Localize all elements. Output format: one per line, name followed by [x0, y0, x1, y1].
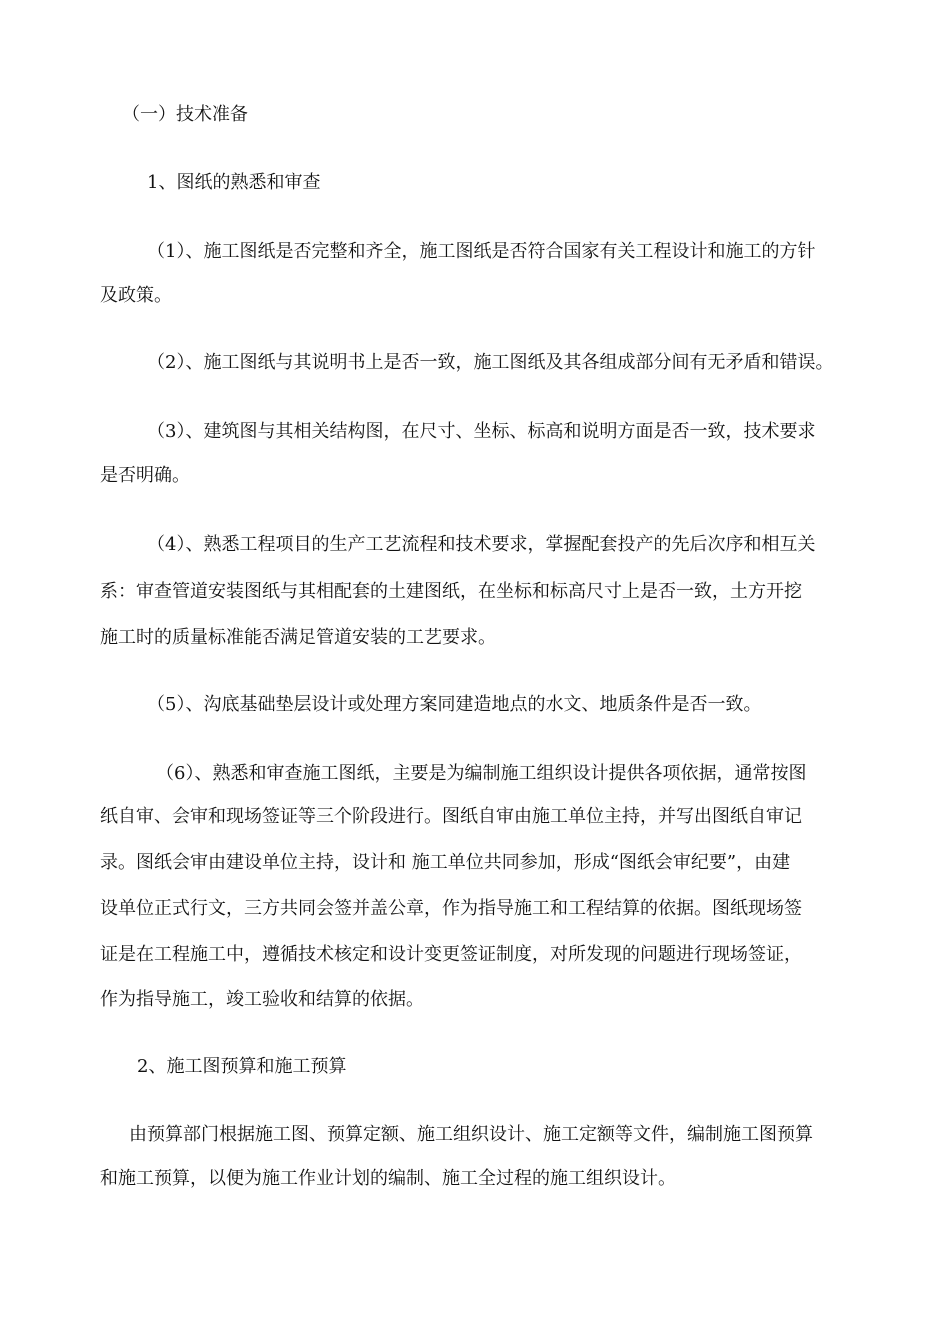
- budget-para-line-2: 和施工预算，以便为施工作业计划的编制、施工全过程的施工组织设计。: [100, 1168, 676, 1189]
- item-5-line-1: （5）、沟底基础垫层设计或处理方案同建造地点的水文、地质条件是否一致。: [147, 694, 762, 715]
- budget-para-line-1: 由预算部门根据施工图、预算定额、施工组织设计、施工定额等文件，编制施工图预算: [129, 1124, 813, 1145]
- item-6-line-6: 作为指导施工，竣工验收和结算的依据。: [100, 989, 424, 1010]
- item-6-line-2: 纸自审、会审和现场签证等三个阶段进行。图纸自审由施工单位主持，并写出图纸自审记: [100, 806, 802, 827]
- subsection-heading-2: 2、施工图预算和施工预算: [137, 1056, 347, 1077]
- item-2-line-1: （2）、施工图纸与其说明书上是否一致，施工图纸及其各组成部分间有无矛盾和错误。: [147, 352, 834, 373]
- subsection-heading-1: 1、图纸的熟悉和审查: [147, 172, 321, 193]
- item-6-line-4: 设单位正式行文，三方共同会签并盖公章，作为指导施工和工程结算的依据。图纸现场签: [100, 898, 802, 919]
- section-heading: （一）技术准备: [122, 104, 248, 125]
- item-3-line-1: （3）、建筑图与其相关结构图，在尺寸、坐标、标高和说明方面是否一致，技术要求: [147, 421, 816, 442]
- item-1-line-1: （1）、施工图纸是否完整和齐全，施工图纸是否符合国家有关工程设计和施工的方针: [147, 241, 816, 262]
- item-4-line-3: 施工时的质量标准能否满足管道安装的工艺要求。: [100, 627, 496, 648]
- item-6-line-3: 录。图纸会审由建设单位主持，设计和 施工单位共同参加，形成“图纸会审纪要”，由建: [100, 852, 791, 873]
- item-6-line-5: 证是在工程施工中，遵循技术核定和设计变更签证制度，对所发现的问题进行现场签证，: [100, 944, 802, 965]
- item-4-line-2: 系：审查管道安装图纸与其相配套的土建图纸，在坐标和标高尺寸上是否一致，土方开挖: [100, 581, 802, 602]
- item-3-line-2: 是否明确。: [100, 465, 190, 486]
- item-6-line-1: （6）、熟悉和审查施工图纸，主要是为编制施工组织设计提供各项依据，通常按图: [156, 763, 807, 784]
- item-4-line-1: （4）、熟悉工程项目的生产工艺流程和技术要求，掌握配套投产的先后次序和相互关: [147, 534, 816, 555]
- item-1-line-2: 及政策。: [100, 285, 172, 306]
